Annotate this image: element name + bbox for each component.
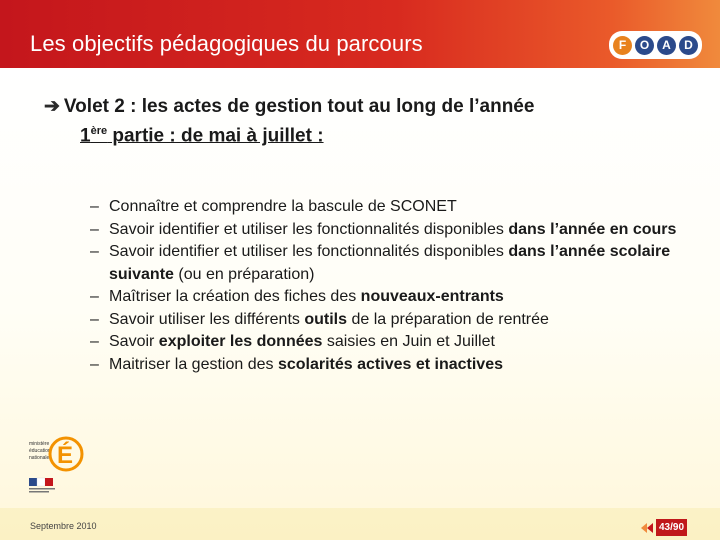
navigation-arrows-icon[interactable]: [640, 522, 654, 534]
page-title: Les objectifs pédagogiques du parcours: [30, 31, 423, 56]
arrow-right-icon: ➔: [44, 96, 60, 117]
footer-date: Septembre 2010: [30, 521, 97, 531]
section-heading-text: Volet 2 : les actes de gestion tout au long de l’année: [63, 95, 535, 117]
page-number: 43/90: [656, 519, 687, 536]
foad-letter-d: D: [679, 36, 698, 55]
list-item: – Maîtriser la création des fiches des nouveaux-entrants: [90, 288, 504, 305]
list-item-text: Savoir: [109, 333, 159, 350]
ministry-logo: [28, 434, 86, 494]
list-item-text: Savoir identifier et utiliser les fonctionnalités disponibles: [109, 243, 509, 260]
list-item-bold: exploiter les données: [158, 333, 323, 350]
objectives-list: [90, 196, 690, 376]
list-item-bold: scolarités actives et inactives: [277, 355, 503, 373]
list-item-bold: dans l’année scolaire suivante: [109, 243, 671, 283]
list-item: – Maitriser la gestion des scolarités actives et inactives: [90, 355, 503, 373]
foad-letter-o: O: [635, 36, 654, 55]
foad-letter-f: F: [613, 36, 632, 55]
list-item-text: Maitriser la gestion des: [109, 355, 278, 373]
list-item: – Savoir identifier et utiliser les fonctionnalités disponibles dans l’année scolaire suivante (ou en préparation): [90, 243, 671, 283]
list-item-text: Maîtriser la création des fiches des: [109, 288, 361, 305]
list-item-text: Savoir utiliser les différents: [109, 310, 305, 328]
foad-letter-a: A: [657, 36, 676, 55]
ministry-logo-graphic: [28, 434, 86, 494]
subsection-superscript: ère: [90, 125, 108, 137]
logo-letter: É: [57, 442, 74, 469]
list-item: – Savoir utiliser les différents outils de la préparation de rentrée: [90, 310, 549, 328]
logo-text-line: ministère: [29, 441, 50, 447]
list-item-text: saisies en Juin et Juillet: [322, 333, 495, 350]
subsection-heading: [80, 125, 324, 147]
list-item-text: Connaître et comprendre la bascule de SCONET: [109, 198, 457, 215]
list-item-text: de la préparation de rentrée: [347, 310, 549, 328]
list-item-bold: dans l’année en cours: [508, 220, 677, 238]
logo-text-line: éducation: [29, 448, 51, 454]
logo-text-line: nationale: [29, 455, 50, 461]
subsection-text: partie : de mai à juillet :: [107, 125, 324, 147]
list-item: – Savoir identifier et utiliser les fonctionnalités disponibles dans l’année en cours: [90, 220, 677, 238]
subsection-number: 1: [80, 125, 91, 147]
list-item-bold: outils: [304, 310, 348, 328]
list-item: – Savoir exploiter les données saisies en Juin et Juillet: [90, 333, 495, 350]
list-item: – Connaître et comprendre la bascule de SCONET: [90, 198, 457, 215]
list-item-text: Savoir identifier et utiliser les fonctionnalités disponibles: [109, 220, 509, 238]
list-item-bold: nouveaux-entrants: [360, 288, 504, 305]
section-heading: [44, 95, 534, 118]
foad-logo: [609, 31, 702, 59]
header-bar: [0, 0, 720, 68]
list-item-text: (ou en préparation): [173, 265, 315, 283]
